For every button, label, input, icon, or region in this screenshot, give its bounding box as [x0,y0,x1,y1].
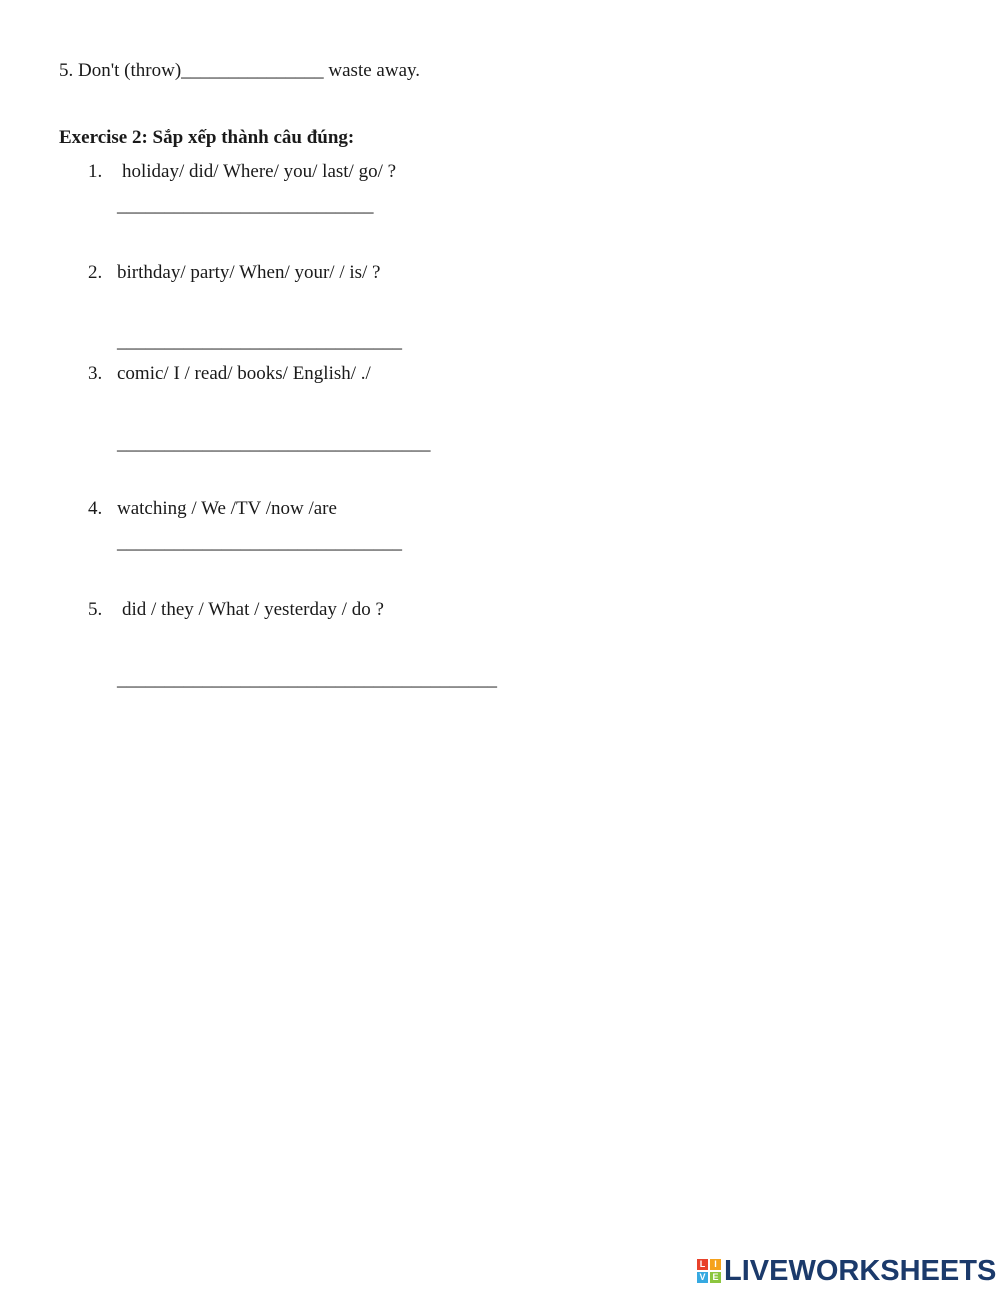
answer-blank-2[interactable]: ______________________________ [117,331,402,352]
answer-blank-1[interactable]: ___________________________ [117,195,374,216]
logo-square-i: I [710,1259,721,1270]
logo-square-v: V [697,1272,708,1283]
answer-blank-4[interactable]: ______________________________ [117,532,402,553]
item-number-4: 4. [88,498,103,519]
exercise2-title: Exercise 2: Sắp xếp thành câu đúng: [59,127,355,148]
item-number-3: 3. [88,363,103,384]
item-prompt-2: birthday/ party/ When/ your/ / is/ ? [117,262,381,283]
item-prompt-1: holiday/ did/ Where/ you/ last/ go/ ? [122,161,397,182]
item-number-1: 1. [88,161,103,182]
answer-blank-5[interactable]: ________________________________________ [117,669,497,690]
item-prompt-3: comic/ I / read/ books/ English/ ./ [117,363,371,384]
item-number-2: 2. [88,262,103,283]
item-prompt-5: did / they / What / yesterday / do ? [122,599,384,620]
item-number-5: 5. [88,599,103,620]
logo-squares-icon [697,1259,721,1283]
item-prompt-4: watching / We /TV /now /are [117,498,337,519]
exercise1-item-5: 5. Don't (throw)_______________ waste away. [59,60,421,81]
logo-square-e: E [710,1272,721,1283]
logo-square-l: L [697,1259,708,1270]
answer-blank-3[interactable]: _________________________________ [117,433,431,454]
liveworksheets-logo [697,1256,996,1286]
logo-text: LIVEWORKSHEETS [724,1254,997,1287]
